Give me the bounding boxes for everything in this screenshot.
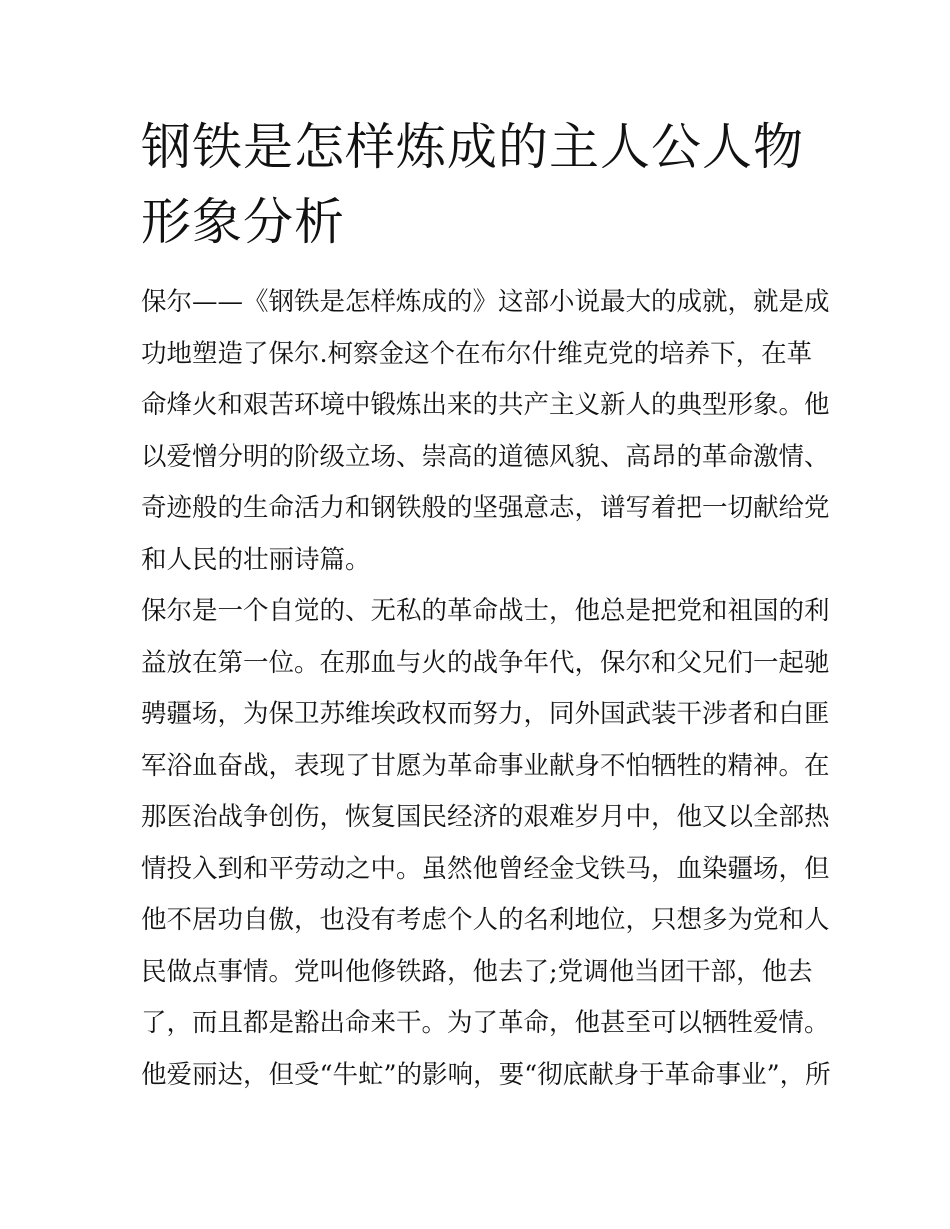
text-line: 了，而且都是豁出命来干。为了革命，他甚至可以牺牲爱情。	[141, 1008, 830, 1038]
text-line: 以爱憎分明的阶级立场、崇高的道德风貌、高昂的革命激情、	[141, 441, 830, 472]
paragraph-1	[141, 277, 830, 586]
text-line: 和人民的壮丽诗篇。	[141, 544, 371, 575]
title-line: 钢铁是怎样炼成的主人公人物	[141, 118, 804, 176]
text-line: 保尔是一个自觉的、无私的革命战士，他总是把党和祖国的利	[141, 596, 830, 626]
text-line: 功地塑造了保尔.柯察金这个在布尔什维克党的培养下，在革	[141, 338, 813, 369]
paragraph-2	[141, 586, 831, 1101]
text-line: 军浴血奋战，表现了甘愿为革命事业献身不怕牺牲的精神。在	[141, 750, 830, 781]
text-line: 益放在第一位。在那血与火的战争年代，保尔和父兄们一起驰	[141, 647, 830, 678]
text-line: 他爱丽达，但受“牛虻”的影响，要“彻底献身于革命事业”，所	[141, 1059, 831, 1090]
text-line: 民做点事情。党叫他修铁路，他去了;党调他当团干部，他去	[141, 956, 813, 987]
text-line: 命烽火和艰苦环境中锻炼出来的共产主义新人的典型形象。他	[141, 390, 830, 420]
text-line: 奇迹般的生命活力和钢铁般的坚强意志，谱写着把一切献给党	[141, 493, 830, 523]
document-title	[141, 110, 813, 260]
document-body	[141, 277, 831, 1101]
text-line: 保尔——《钢铁是怎样炼成的》这部小说最大的成就，就是成	[141, 287, 830, 317]
document-content	[141, 110, 831, 1101]
text-line: 情投入到和平劳动之中。虽然他曾经金戈铁马，血染疆场，但	[141, 853, 830, 884]
text-line: 他不居功自傲，也没有考虑个人的名利地位，只想多为党和人	[141, 905, 830, 935]
text-line: 那医治战争创伤，恢复国民经济的艰难岁月中，他又以全部热	[141, 802, 830, 832]
text-line: 骋疆场，为保卫苏维埃政权而努力，同外国武装干涉者和白匪	[141, 699, 830, 729]
title-line: 形象分析	[141, 193, 345, 251]
